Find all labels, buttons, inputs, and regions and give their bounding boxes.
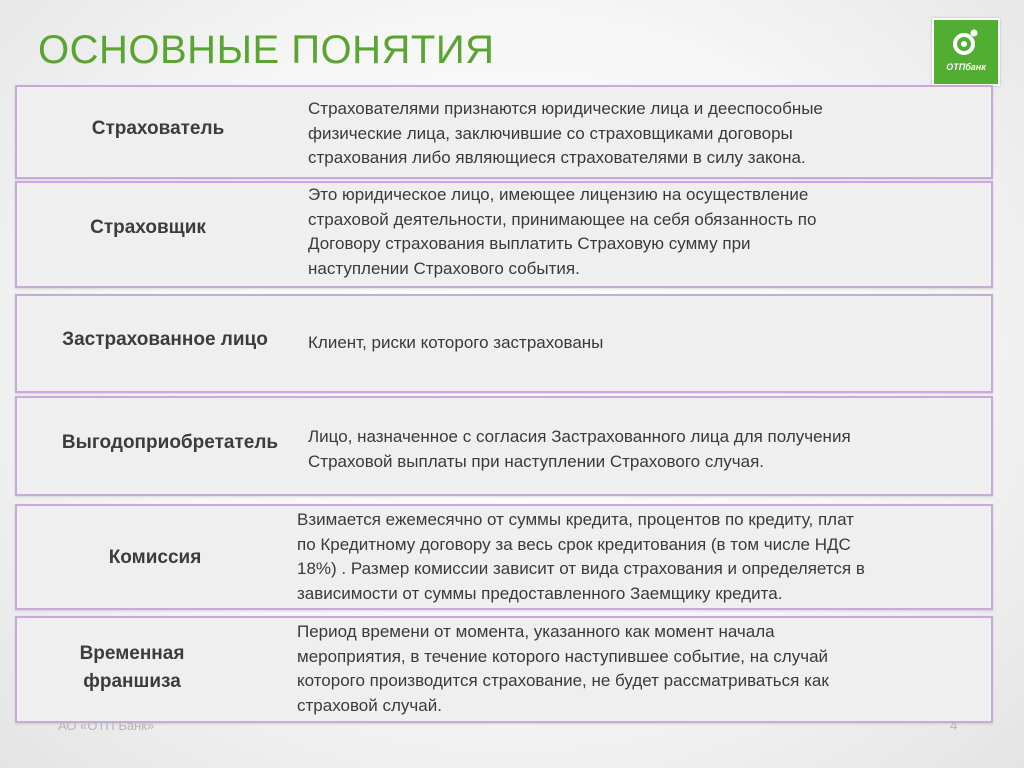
logo-text: ОТПбанк [946, 62, 986, 72]
term-row-vremennaya-franshiza [15, 616, 993, 723]
definition-line: мероприятия, в течение которого наступившее событие, на случай [297, 646, 829, 666]
term-label [17, 614, 247, 721]
term-label-line: франшиза [83, 670, 181, 692]
term-definition [308, 331, 964, 356]
definition-line: Договору страхования выплатить Страховую сумму при [308, 234, 751, 253]
definition-line: физические лица, заключившие со страховщиками договоры [308, 123, 793, 143]
definition-line: страховой случай. [297, 695, 442, 715]
definition-line: Период времени от момента, указанного как момент начала [297, 622, 775, 641]
slide-title: ОСНОВНЫЕ ПОНЯТИЯ [38, 28, 495, 72]
term-definition [308, 97, 964, 171]
definition-line: зависимости от суммы предоставленного Заемщику кредита. [297, 583, 783, 603]
definition-line: наступлении Страхового события. [308, 258, 580, 278]
definition-line: Взимается ежемесячно от суммы кредита, процентов по кредиту, плат [297, 510, 854, 529]
term-label: Страхователь [91, 118, 225, 140]
term-row-komissiya [15, 504, 993, 610]
otp-bank-logo [932, 18, 1000, 86]
definition-line: страхования либо являющиеся страхователями в силу закона. [308, 148, 806, 167]
term-label-line: Временная [79, 642, 185, 664]
footer-company: АО «ОТП Банк» [58, 718, 155, 733]
term-definition [308, 183, 964, 281]
term-definition [297, 620, 985, 718]
definition-line: Страховой выплаты при наступлении Страхового случая. [308, 451, 765, 471]
term-label: Застрахованное лицо [62, 329, 268, 351]
term-row-vygodopriobretatel [15, 396, 993, 496]
term-definition [297, 508, 985, 606]
term-label: Выгодоприобретатель [61, 432, 279, 454]
definition-line: страховой деятельности, принимающее на себя обязанность по [308, 209, 817, 229]
definition-line: Лицо, назначенное с согласия Застрахованного лица для получения [308, 427, 851, 446]
definition-line: Страхователями признаются юридические лица и дееспособные [308, 99, 823, 118]
definition-line: по Кредитному договору за весь срок кредитования (в том числе НДС [297, 534, 851, 554]
definition-line: которого производится страхование, не будет рассматриваться как [297, 671, 829, 690]
page-number: 4 [950, 718, 958, 733]
definition-line: Клиент, риски которого застрахованы [308, 333, 604, 352]
definition-line: 18%) . Размер комиссии зависит от вида страхования и определяется в [297, 559, 865, 578]
term-label: Комиссия [108, 547, 202, 569]
term-definition [308, 425, 973, 474]
term-label: Страховщик [90, 216, 206, 238]
term-row-strakhovshchik [15, 181, 993, 288]
term-row-strakhovatel [15, 85, 993, 179]
definition-line: Это юридическое лицо, имеющее лицензию на осуществление [308, 185, 809, 204]
term-row-zastrakhovannoe-litso [15, 294, 993, 393]
otp-logo-icon [934, 20, 998, 84]
